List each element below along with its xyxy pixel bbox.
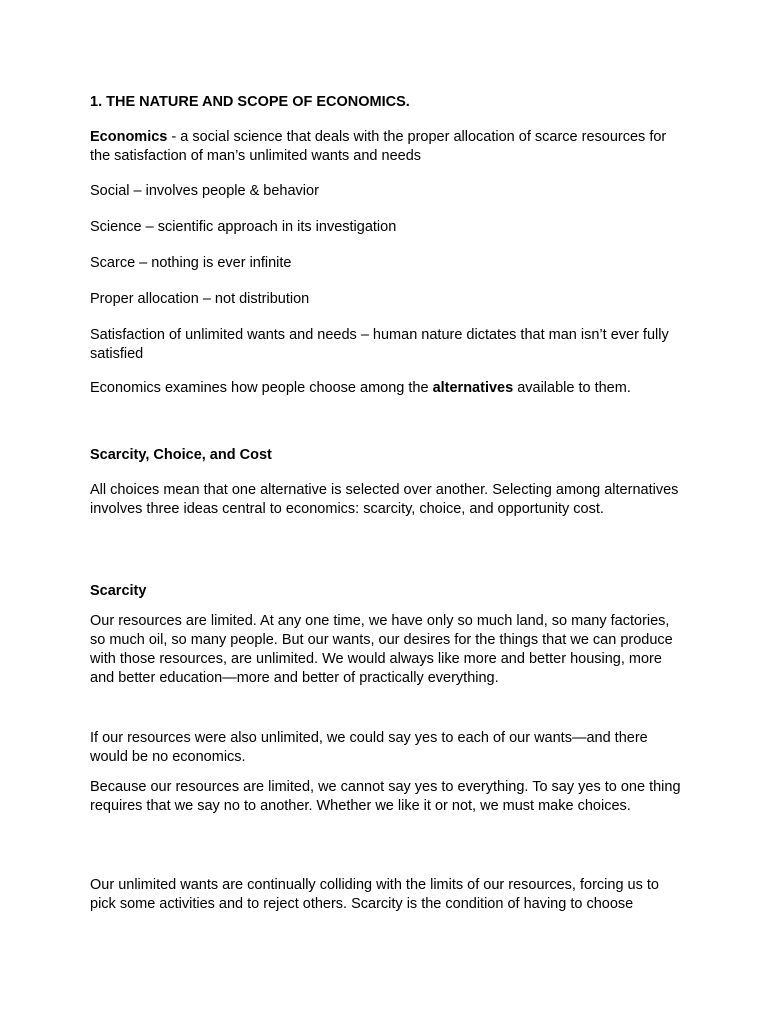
section-heading-scarcity: Scarcity [90, 583, 147, 599]
examines-after: available to them. [513, 380, 631, 396]
definition-text: - a social science that deals with the proper allocation of scarce resources for the satisfaction of man’s unlimited wants and needs [90, 129, 667, 164]
term-proper-allocation: Proper allocation – not distribution [90, 291, 310, 307]
examines-before: Economics examines how people choose among the [90, 380, 433, 396]
scarcity-paragraph-3: Because our resources are limited, we cannot say yes to everything. To say yes to one thing requires that we say no to another. Whether we like it or not, we must make choices. [90, 779, 681, 814]
term-social: Social – involves people & behavior [90, 183, 319, 199]
scarcity-paragraph-4: Our unlimited wants are continually colliding with the limits of our resources, forcing us to pick some activities and to reject others. Scarcity is the condition of having to choose [90, 877, 659, 912]
economics-definition [90, 128, 685, 166]
scarcity-paragraph-2: If our resources were also unlimited, we could say yes to each of our wants—and there would be no economics. [90, 730, 648, 765]
definition-term: Economics [90, 129, 168, 145]
term-science: Science – scientific approach in its investigation [90, 219, 397, 235]
scarcity-paragraph-1: Our resources are limited. At any one time, we have only so much land, so many factories, so much oil, so many people. But our wants, our desires for the things that we can produce with those resources, are unlimited. We would always like more and better housing, more and better education—more and better of practically everything. [90, 613, 673, 686]
section-heading-scarcity-choice-cost: Scarcity, Choice, and Cost [90, 447, 272, 463]
scarcity-choice-cost-paragraph: All choices mean that one alternative is selected over another. Selecting among alternatives involves three ideas central to economics: scarcity, choice, and opportunity cost. [90, 482, 679, 517]
term-satisfaction: Satisfaction of unlimited wants and needs – human nature dictates that man isn’t ever fully satisfied [90, 327, 669, 362]
examines-bold-word: alternatives [432, 380, 514, 396]
term-scarce: Scarce – nothing is ever infinite [90, 255, 292, 271]
economics-examines-sentence [90, 379, 685, 398]
document-title: 1. THE NATURE AND SCOPE OF ECONOMICS. [90, 94, 410, 110]
